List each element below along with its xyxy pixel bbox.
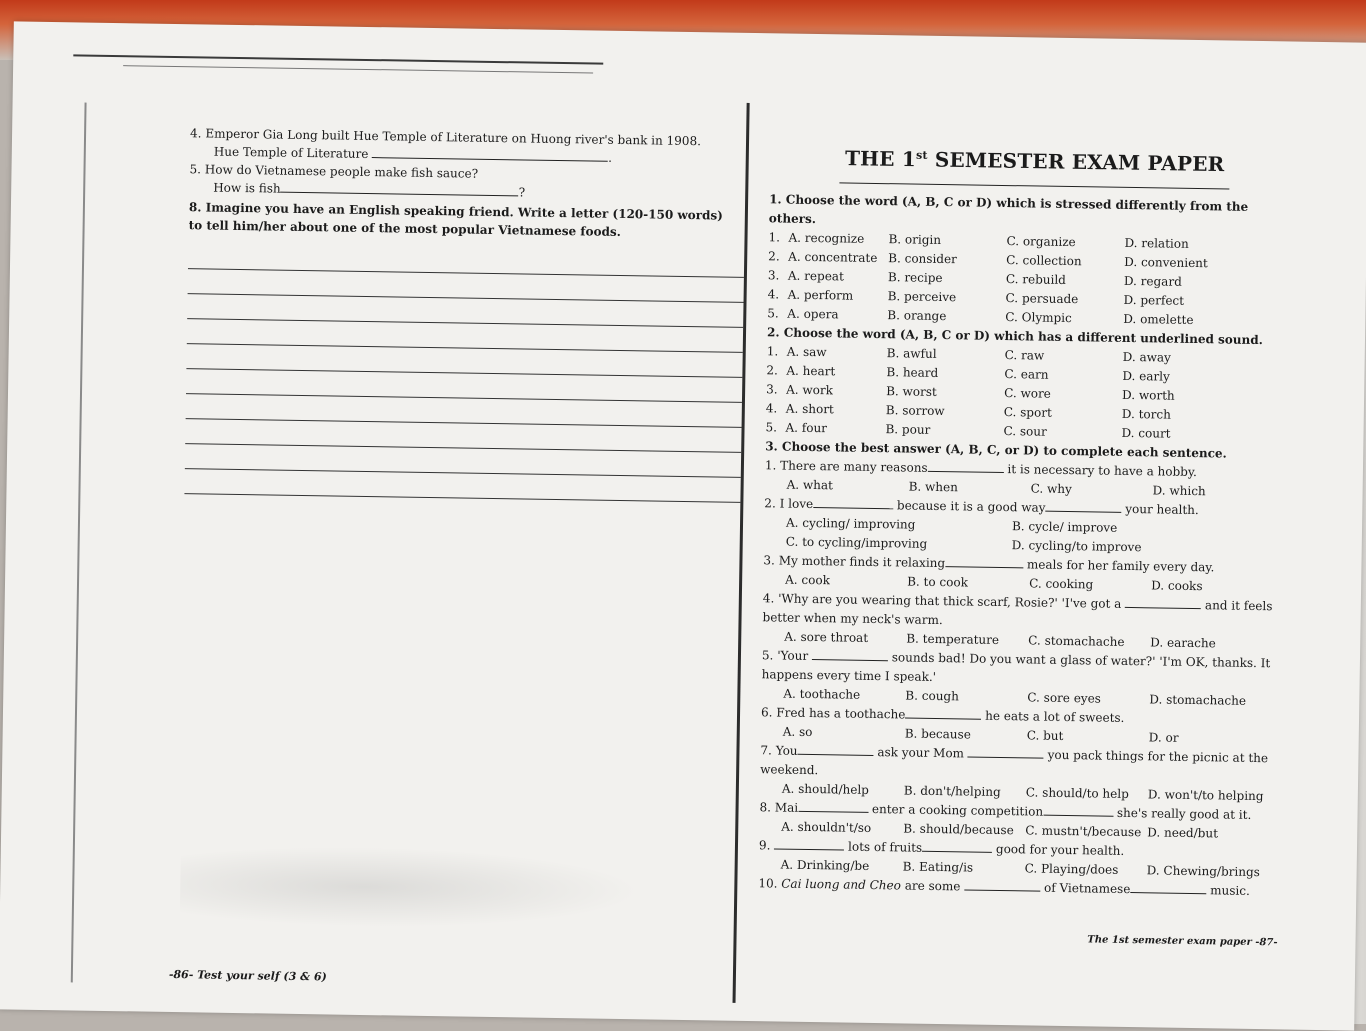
s3-question-7: 7. You ask your Mom you pack things for the picnic at the weekend. bbox=[760, 742, 1269, 777]
s1-item: 4. A. perform B. perceive C. persuade D. perfect bbox=[767, 286, 1185, 308]
photocopy-smudge bbox=[180, 844, 641, 931]
s3-q2-options-2: C. to cycling/improving D. cycling/to improve bbox=[785, 534, 1142, 554]
question-4-answer: Hue Temple of Literature . bbox=[213, 144, 613, 165]
s3-question-5: 5. 'Your sounds bad! Do you want a glass of water?' 'I'm OK, thanks. It happens every time I speak.' bbox=[761, 647, 1271, 684]
s1-item: 3. A. repeat B. recipe C. rebuild D. regard bbox=[767, 267, 1182, 289]
answer-blank[interactable] bbox=[922, 838, 992, 852]
letter-writing-lines[interactable] bbox=[184, 244, 738, 503]
answer-blank[interactable] bbox=[1130, 880, 1206, 894]
s3-q9-options: A. Drinking/be B. Eating/is C. Playing/does D. Chewing/brings bbox=[780, 857, 1260, 879]
s1-item: 2. A. concentrate B. consider C. collection D. convenient bbox=[768, 248, 1208, 270]
answer-blank[interactable] bbox=[281, 180, 519, 197]
s3-q2-options: A. cycling/ improving B. cycle/ improve bbox=[785, 515, 1118, 535]
question-4: 4. Emperor Gia Long built Hue Temple of Literature on Huong river's bank in 1908. bbox=[189, 126, 702, 149]
question-8: 8. Imagine you have an English speaking friend. Write a letter (120-150 words) to tell him/her about one of the most popular Vietnamese foods. bbox=[188, 200, 723, 239]
answer-blank[interactable] bbox=[928, 458, 1004, 472]
section-2-heading: 2. Choose the word (A, B, C or D) which has a different underlined sound. bbox=[766, 324, 1263, 347]
question-5: 5. How do Vietnamese people make fish sauce? bbox=[189, 162, 479, 181]
exam-title: THE 1st SEMESTER EXAM PAPER bbox=[844, 146, 1225, 177]
s3-question-6: 6. Fred has a toothache he eats a lot of sweets. bbox=[760, 704, 1125, 725]
s1-item: 1. A. recognize B. origin C. organize D. relation bbox=[768, 229, 1189, 251]
title-underline bbox=[839, 182, 1229, 189]
answer-blank[interactable] bbox=[968, 744, 1044, 758]
answer-blank[interactable] bbox=[945, 554, 1023, 568]
s3-question-8: 8. Mai enter a cooking competition she's really good at it. bbox=[759, 799, 1252, 822]
answer-blank[interactable] bbox=[798, 741, 874, 755]
answer-blank[interactable] bbox=[813, 495, 893, 509]
s2-item: 5. A. four B. pour C. sour D. court bbox=[765, 419, 1171, 441]
s3-q8-options: A. shouldn't/so B. should/because C. mustn't/because D. need/but bbox=[781, 819, 1219, 841]
answer-blank[interactable] bbox=[905, 705, 981, 719]
s3-question-3: 3. My mother finds it relaxing meals for her family every day. bbox=[763, 552, 1215, 574]
answer-blank[interactable] bbox=[964, 877, 1040, 891]
left-page bbox=[184, 124, 740, 503]
s3-q5-options: A. toothache B. cough C. sore eyes D. stomachache bbox=[783, 686, 1247, 708]
exam-sheet bbox=[0, 21, 1366, 1030]
s3-q3-options: A. cook B. to cook C. cooking D. cooks bbox=[785, 572, 1203, 593]
s3-q4-options: A. sore throat B. temperature C. stomachache D. earache bbox=[784, 629, 1216, 651]
answer-blank[interactable] bbox=[774, 836, 844, 850]
answer-blank[interactable] bbox=[1125, 595, 1201, 609]
s3-question-9: 9. lots of fruits good for your health. bbox=[758, 837, 1125, 858]
s3-q6-options: A. so B. because C. but D. or bbox=[782, 724, 1179, 745]
answer-blank[interactable] bbox=[1043, 802, 1113, 816]
s3-question-10: 10. Cai luong and Cheo are some of Vietnamese music. bbox=[758, 875, 1250, 898]
question-5-answer: How is fish ? bbox=[213, 180, 526, 200]
answer-blank[interactable] bbox=[372, 145, 608, 162]
s1-item: 5. A. opera B. orange C. Olympic D. omelette bbox=[767, 305, 1194, 327]
s2-item: 3. A. work B. worst C. wore D. worth bbox=[766, 381, 1175, 403]
s2-item: 2. A. heart B. heard C. earn D. early bbox=[766, 362, 1170, 384]
s3-question-1: 1. There are many reasons it is necessary to have a hobby. bbox=[764, 457, 1198, 479]
answer-blank[interactable] bbox=[812, 647, 888, 661]
page-footer-right: The 1st semester exam paper -87- bbox=[1087, 934, 1278, 949]
s2-item: 4. A. short B. sorrow C. sport D. torch bbox=[765, 400, 1171, 422]
s3-question-4: 4. 'Why are you wearing that thick scarf, Rosie?' 'I've got a and it feels better when my neck's warm. bbox=[762, 590, 1273, 627]
page-footer-left: -86- Test your self (3 & 6) bbox=[168, 967, 327, 984]
top-rule-thin bbox=[123, 65, 593, 73]
s2-item: 1. A. saw B. awful C. raw D. away bbox=[766, 343, 1172, 365]
s3-q1-options: A. what B. when C. why D. which bbox=[786, 477, 1206, 498]
right-page bbox=[758, 143, 1300, 901]
s3-question-2: 2. I love because it is a good way your health. bbox=[764, 495, 1199, 517]
answer-blank[interactable] bbox=[1045, 498, 1121, 512]
s3-q7-options: A. should/help B. don't/helping C. should/to help D. won't/to helping bbox=[781, 781, 1264, 803]
top-rule bbox=[73, 54, 603, 64]
answer-blank[interactable] bbox=[798, 798, 868, 812]
section-3-heading: 3. Choose the best answer (A, B, C, or D) to complete each sentence. bbox=[765, 438, 1227, 461]
section-1-heading: 1. Choose the word (A, B, C or D) which is stressed differently from the others. bbox=[768, 191, 1249, 226]
left-margin-line bbox=[71, 103, 87, 983]
